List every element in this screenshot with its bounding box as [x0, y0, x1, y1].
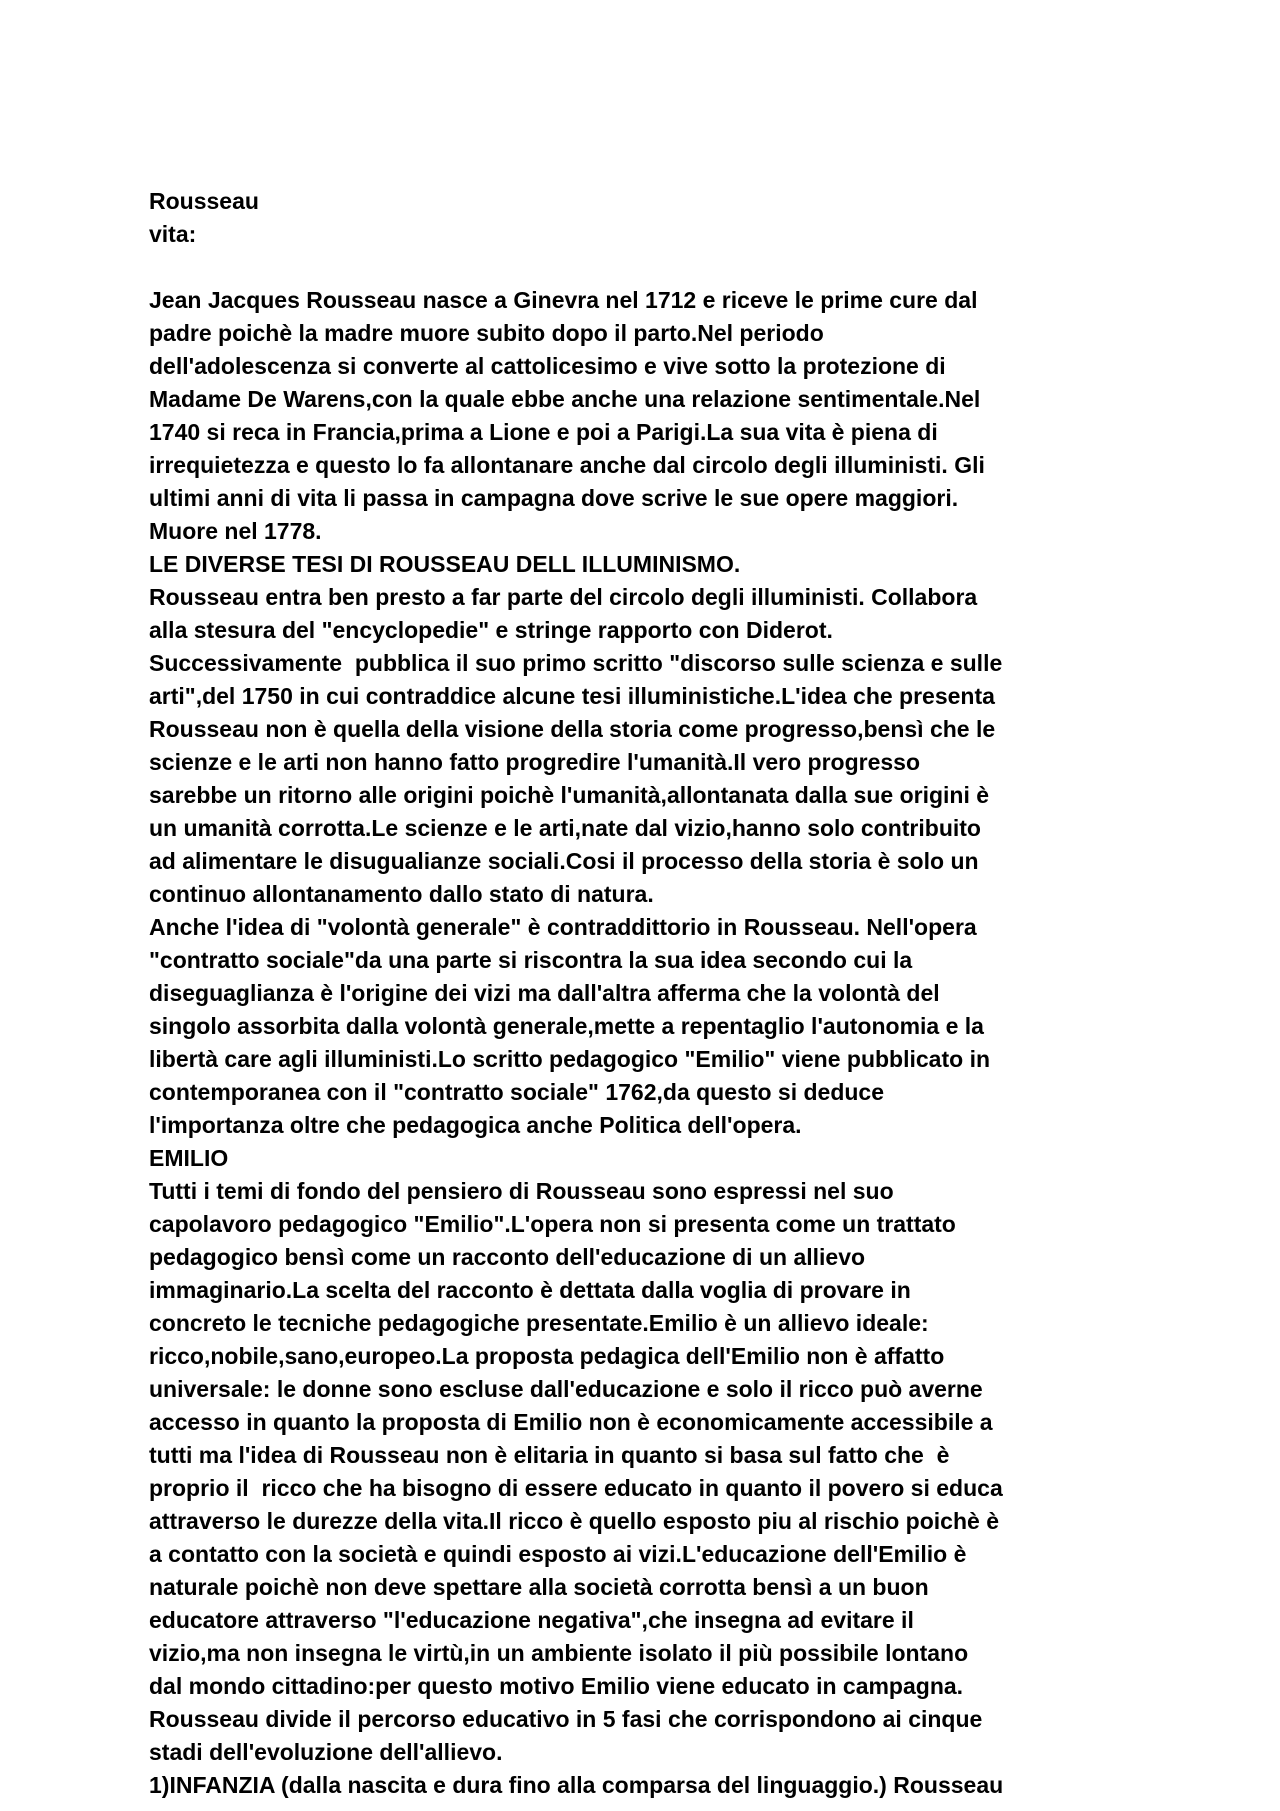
text-line: accesso in quanto la proposta di Emilio non è economicamente accessibile a [149, 1409, 993, 1435]
text-line: Successivamente pubblica il suo primo scritto "discorso sulle scienza e sulle [149, 650, 1003, 676]
text-line: Anche l'idea di "volontà generale" è contraddittorio in Rousseau. Nell'opera [149, 914, 977, 940]
text-line: immaginario.La scelta del racconto è dettata dalla voglia di provare in [149, 1277, 911, 1303]
text-line: LE DIVERSE TESI DI ROUSSEAU DELL ILLUMINISMO. [149, 551, 741, 577]
text-line: proprio il ricco che ha bisogno di essere educato in quanto il povero si educa [149, 1475, 1003, 1501]
text-line: attraverso le durezze della vita.Il ricco è quello esposto piu al rischio poichè è [149, 1508, 999, 1534]
text-line: a contatto con la società e quindi esposto ai vizi.L'educazione dell'Emilio è [149, 1541, 967, 1567]
text-line: irrequietezza e questo lo fa allontanare anche dal circolo degli illuministi. Gli [149, 452, 985, 478]
text-line: singolo assorbita dalla volontà generale,mette a repentaglio l'autonomia e la [149, 1013, 984, 1039]
text-line: capolavoro pedagogico "Emilio".L'opera non si presenta come un trattato [149, 1211, 956, 1237]
text-line: 1740 si reca in Francia,prima a Lione e poi a Parigi.La sua vita è piena di [149, 419, 938, 445]
text-line: diseguaglianza è l'origine dei vizi ma dall'altra afferma che la volontà del [149, 980, 940, 1006]
text-line: continuo allontanamento dallo stato di natura. [149, 881, 654, 907]
text-line: ultimi anni di vita li passa in campagna dove scrive le sue opere maggiori. [149, 485, 959, 511]
document-title: Rousseau [149, 188, 259, 214]
text-line: dal mondo cittadino:per questo motivo Emilio viene educato in campagna. [149, 1673, 964, 1699]
text-line: padre poichè la madre muore subito dopo il parto.Nel periodo [149, 320, 824, 346]
text-line: sarebbe un ritorno alle origini poichè l'umanità,allontanata dalla sue origini è [149, 782, 990, 808]
text-line: Rousseau divide il percorso educativo in 5 fasi che corrispondono ai cinque [149, 1706, 983, 1732]
text-line: universale: le donne sono escluse dall'educazione e solo il ricco può averne [149, 1376, 983, 1402]
text-line: arti",del 1750 in cui contraddice alcune tesi illuministiche.L'idea che presenta [149, 683, 995, 709]
text-line: educatore attraverso "l'educazione negativa",che insegna ad evitare il [149, 1607, 914, 1633]
text-line: Jean Jacques Rousseau nasce a Ginevra nel 1712 e riceve le prime cure dal [149, 287, 978, 313]
document-text [149, 185, 1089, 1802]
text-line: "contratto sociale"da una parte si riscontra la sua idea secondo cui la [149, 947, 913, 973]
text-line: ricco,nobile,sano,europeo.La proposta pedagica dell'Emilio non è affatto [149, 1343, 945, 1369]
text-line: contemporanea con il "contratto sociale" 1762,da questo si deduce [149, 1079, 885, 1105]
text-line: l'importanza oltre che pedagogica anche Politica dell'opera. [149, 1112, 802, 1138]
text-line: naturale poichè non deve spettare alla società corrotta bensì a un buon [149, 1574, 929, 1600]
text-line: dell'adolescenza si converte al cattolicesimo e vive sotto la protezione di [149, 353, 946, 379]
text-line: tutti ma l'idea di Rousseau non è elitaria in quanto si basa sul fatto che è [149, 1442, 950, 1468]
text-line: pedagogico bensì come un racconto dell'educazione di un allievo [149, 1244, 866, 1270]
text-line: 1)INFANZIA (dalla nascita e dura fino alla comparsa del linguaggio.) Rousseau [149, 1772, 1004, 1798]
text-line: stadi dell'evoluzione dell'allievo. [149, 1739, 503, 1765]
text-line: scienze e le arti non hanno fatto progredire l'umanità.Il vero progresso [149, 749, 921, 775]
text-line: ad alimentare le disugualianze sociali.Cosi il processo della storia è solo un [149, 848, 979, 874]
text-line: libertà care agli illuministi.Lo scritto pedagogico "Emilio" viene pubblicato in [149, 1046, 991, 1072]
text-line: vizio,ma non insegna le virtù,in un ambiente isolato il più possibile lontano [149, 1640, 969, 1666]
text-line: Tutti i temi di fondo del pensiero di Rousseau sono espressi nel suo [149, 1178, 894, 1204]
blank-line [149, 251, 1089, 284]
text-line: Rousseau entra ben presto a far parte del circolo degli illuministi. Collabora [149, 584, 978, 610]
text-line: Rousseau non è quella della visione della storia come progresso,bensì che le [149, 716, 996, 742]
section-heading: vita: [149, 221, 197, 247]
text-line: un umanità corrotta.Le scienze e le arti,nate dal vizio,hanno solo contribuito [149, 815, 981, 841]
text-line: Muore nel 1778. [149, 518, 322, 544]
text-line: Madame De Warens,con la quale ebbe anche una relazione sentimentale.Nel [149, 386, 981, 412]
text-line: EMILIO [149, 1145, 229, 1171]
body-text [149, 284, 1089, 1802]
text-line: concreto le tecniche pedagogiche presentate.Emilio è un allievo ideale: [149, 1310, 929, 1336]
text-line: alla stesura del "encyclopedie" e stringe rapporto con Diderot. [149, 617, 833, 643]
